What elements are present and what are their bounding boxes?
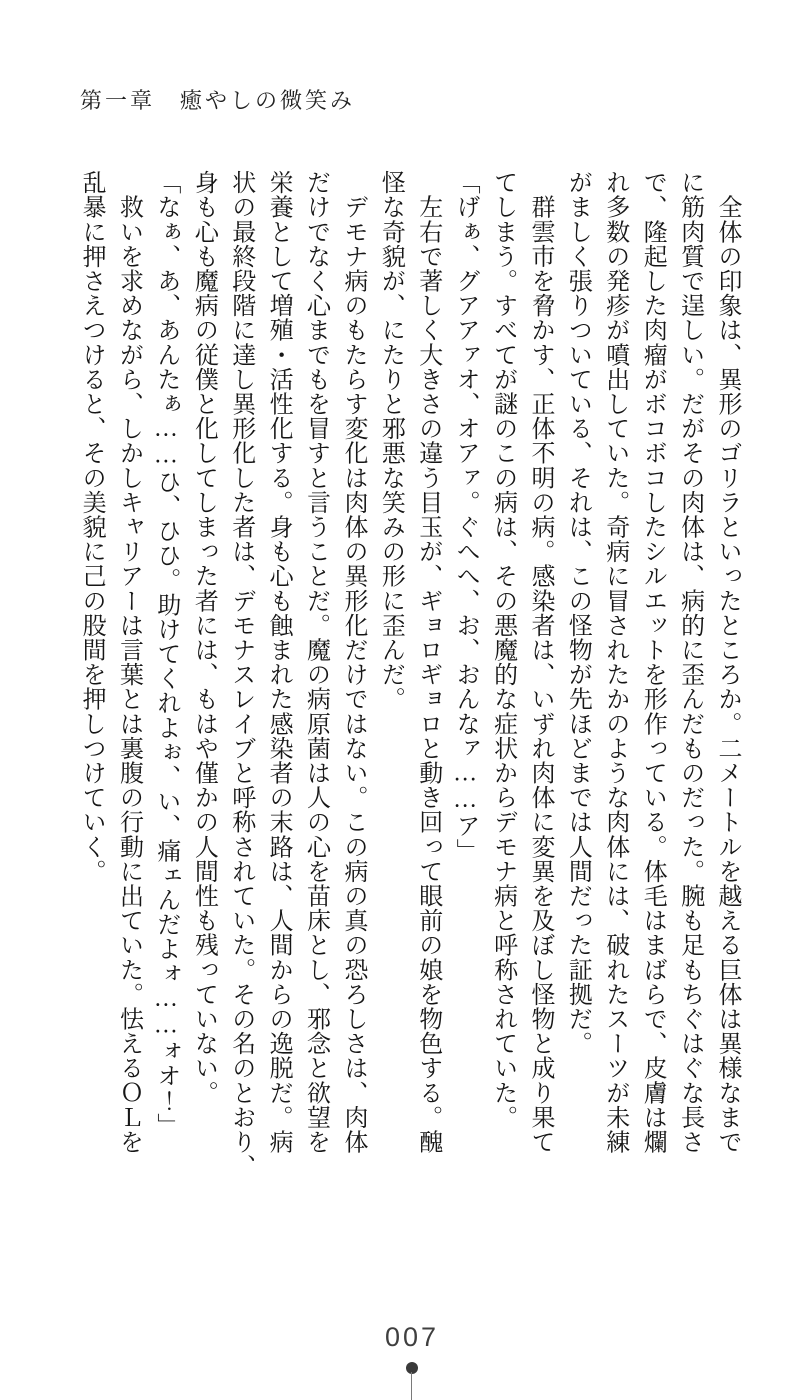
text-column: 乱暴に押さえつけると、その美貌に己の股間を押しつけていく。 xyxy=(78,170,105,884)
text-column: 状の最終段階に達し異形化した者は、デモナスレイブと呼称されていた。その名のとおり、 xyxy=(227,170,254,1179)
text-column: に筋肉質で逞しい。だがその肉体は、病的に歪んだものだった。腕も足もちぐはぐな長さ xyxy=(676,170,703,1154)
text-column: がましく張りついている、それは、この怪物が先ほどまでは人間だった証拠だ。 xyxy=(564,170,591,1056)
text-column: で、隆起した肉瘤がボコボコしたシルエットを形作っている。体毛はまばらで、皮膚は爛 xyxy=(639,170,666,1154)
page-number: 007 xyxy=(384,1322,440,1352)
text-column: てしまう。すべてが謎のこの病は、その悪魔的な症状からデモナ病と呼称されていた。 xyxy=(489,170,516,1130)
text-column: 左右で著しく大きさの違う目玉が、ギョロギョロと動き回って眼前の娘を物色する。醜 xyxy=(414,170,441,1154)
body-text xyxy=(72,170,745,1179)
text-column: 救いを求めながら、しかしキャリアーは言葉とは裏腹の行動に出ていた。怯えるＯＬを xyxy=(115,170,142,1154)
page-marker-line xyxy=(411,1372,412,1400)
text-column: 群雲市を脅かす、正体不明の病。感染者は、いずれ肉体に変異を及ぼし怪物と成り果て xyxy=(526,170,553,1154)
text-column-dialogue: 「げぁ、グアアァオ、オアァ。ぐへへ、お、おんなァ……ア」 xyxy=(452,170,479,863)
text-column: 栄養として増殖・活性化する。身も心も蝕まれた感染者の末路は、人間からの逸脱だ。病 xyxy=(265,170,292,1154)
text-column: だけでなく心までもを冒すと言うことだ。魔の病原菌は人の心を苗床とし、邪念と欲望を xyxy=(302,170,329,1154)
text-column: 全体の印象は、異形のゴリラといったところか。二メートルを越える巨体は異様なまで xyxy=(714,170,740,1154)
chapter-heading: 第一章 癒やしの微笑み xyxy=(80,88,356,113)
text-column-dialogue: 「なぁ、あ、あんたぁ……ひ、ひひ。助けてくれよぉ、い、痛ェんだよォ……ォオ！」 xyxy=(152,170,179,1138)
text-column: れ多数の発疹が噴出していた。奇病に冒されたかのような肉体には、破れたスーツが未練 xyxy=(601,170,628,1154)
text-column: 身も心も魔病の従僕と化してしまった者には、もはや僅かの人間性も残っていない。 xyxy=(190,170,217,1105)
text-column: 怪な奇貌が、にたりと邪悪な笑みの形に歪んだ。 xyxy=(377,170,404,712)
text-column: デモナ病のもたらす変化は肉体の異形化だけではない。この病の真の恐ろしさは、肉体 xyxy=(339,170,366,1154)
page-marker-dot-icon xyxy=(406,1362,418,1374)
